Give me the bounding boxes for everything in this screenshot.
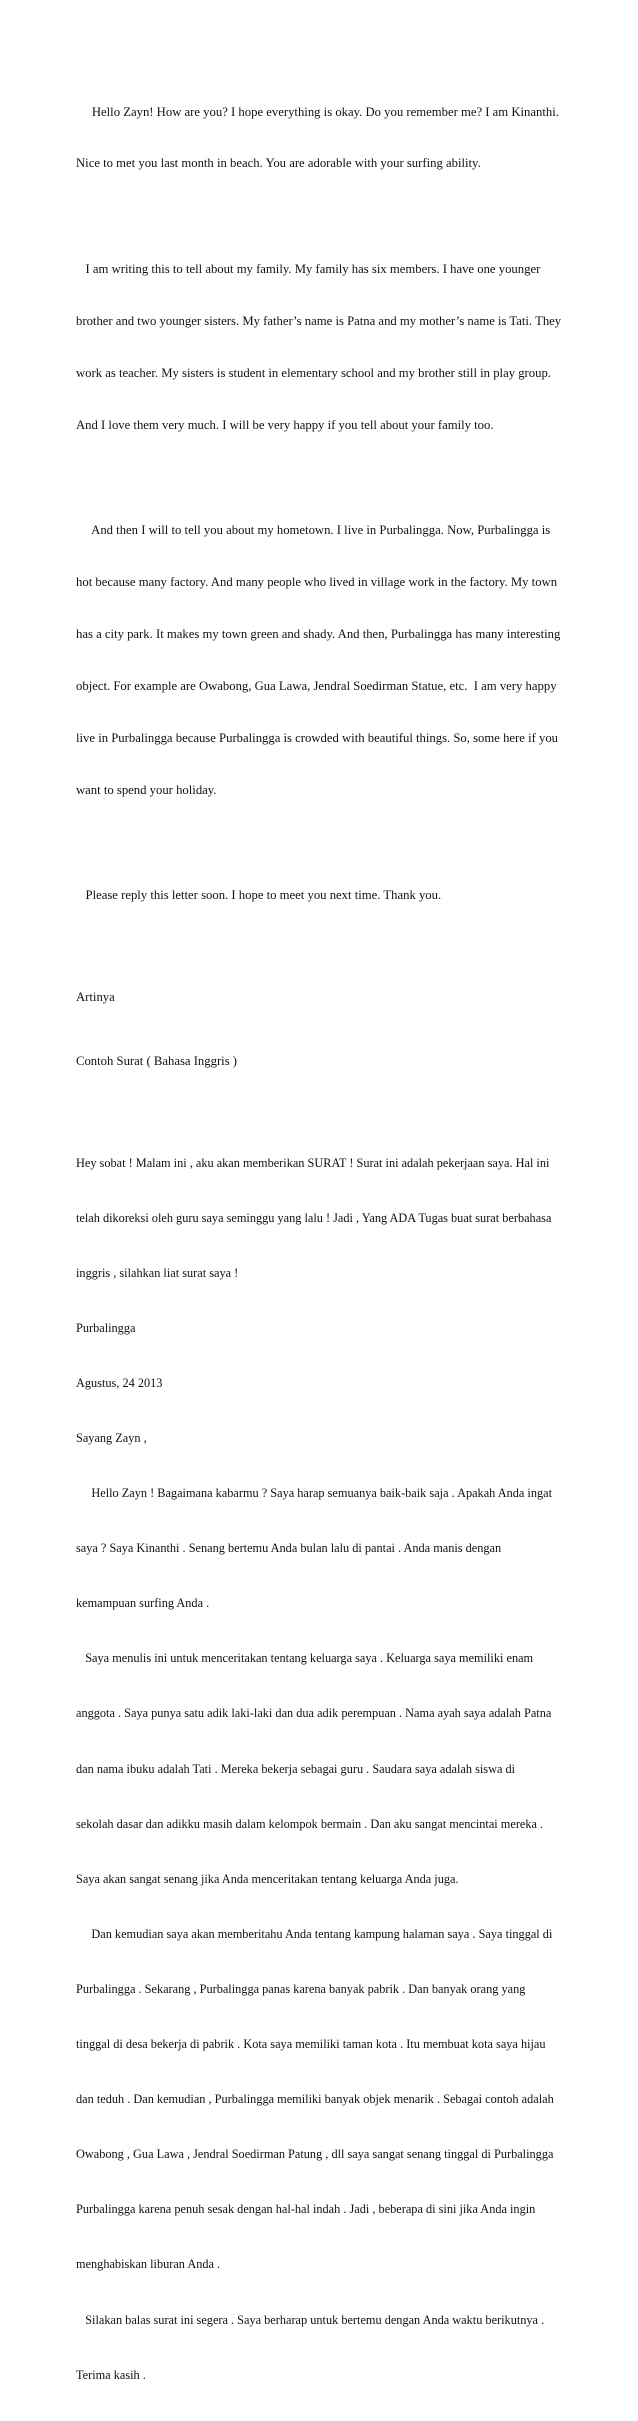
contoh-surat-heading: Contoh Surat ( Bahasa Inggris ) <box>76 1054 238 1069</box>
text-line: And I love them very much. I will be very happy if you tell about your family too. <box>76 417 494 432</box>
text-line: Hello Zayn! How are you? I hope everything is okay. Do you remember me? I am Kinanthi. <box>76 104 559 119</box>
text-line: And then I will to tell you about my hometown. I live in Purbalingga. Now, Purbalingga is <box>76 523 551 538</box>
text-line: Agustus, 24 2013 <box>76 1375 163 1390</box>
text-line: Dan kemudian saya akan memberitahu Anda tentang kampung halaman saya . Saya tinggal di <box>76 1926 553 1941</box>
text-line: brother and two younger sisters. My father’s name is Patna and my mother’s name is Tati. They <box>76 313 562 328</box>
text-line: Owabong , Gua Lawa , Jendral Soedirman Patung , dll saya sangat senang tinggal di Purbalingga <box>76 2147 554 2162</box>
text-line: sekolah dasar dan adikku masih dalam kelompok bermain . Dan aku sangat mencintai mereka . <box>76 1816 544 1831</box>
text-line: saya ? Saya Kinanthi . Senang bertemu Anda bulan lalu di pantai . Anda manis dengan <box>76 1541 502 1556</box>
artinya-label: Artinya <box>76 989 115 1004</box>
text-line: has a city park. It makes my town green and shady. And then, Purbalingga has many interesting <box>76 626 561 641</box>
text-line: Hey sobat ! Malam ini , aku akan memberikan SURAT ! Surat ini adalah pekerjaan saya. Hal ini <box>76 1155 550 1170</box>
text-line: telah dikoreksi oleh guru saya seminggu yang lalu ! Jadi , Yang ADA Tugas buat surat berbahasa <box>76 1210 552 1225</box>
text-line: I am writing this to tell about my family. My family has six members. I have one younger <box>76 261 541 276</box>
text-line: tinggal di desa bekerja di pabrik . Kota saya memiliki taman kota . Itu membuat kota saya hijau <box>76 2037 546 2052</box>
letter-paragraph-greeting <box>76 69 576 207</box>
letter-paragraph-hometown <box>76 488 576 834</box>
text-line: object. For example are Owabong, Gua Lawa, Jendral Soedirman Statue, etc. I am very happy <box>76 678 557 693</box>
text-line: Please reply this letter soon. I hope to meet you next time. Thank you. <box>76 888 442 903</box>
text-line: live in Purbalingga because Purbalingga is crowded with beautiful things. So, some here if you <box>76 730 559 745</box>
text-line: Nice to met you last month in beach. You are adorable with your surfing ability. <box>76 156 481 171</box>
translation-body <box>76 1118 576 2421</box>
text-line: hot because many factory. And many people who lived in village work in the factory. My town <box>76 575 558 590</box>
text-line: Hello Zayn ! Bagaimana kabarmu ? Saya harap semuanya baik-baik saja . Apakah Anda ingat <box>76 1486 552 1501</box>
text-line: kemampuan surfing Anda . <box>76 1596 210 1611</box>
text-line: Saya akan sangat senang jika Anda menceritakan tentang keluarga Anda juga. <box>76 1871 459 1886</box>
text-line: Purbalingga . Sekarang , Purbalingga panas karena banyak pabrik . Dan banyak orang yang <box>76 1981 526 1996</box>
text-line: Saya menulis ini untuk menceritakan tentang keluarga saya . Keluarga saya memiliki enam <box>76 1651 534 1666</box>
text-line: menghabiskan liburan Anda . <box>76 2257 221 2272</box>
text-line: dan teduh . Dan kemudian , Purbalingga memiliki banyak objek menarik . Sebagai contoh adalah <box>76 2092 554 2107</box>
text-line: Silakan balas surat ini segera . Saya berharap untuk bertemu dengan Anda waktu berikutnya . <box>76 2312 545 2327</box>
text-line: anggota . Saya punya satu adik laki-laki dan dua adik perempuan . Nama ayah saya adalah Patna <box>76 1706 552 1721</box>
document-page <box>76 69 576 2421</box>
text-line: want to spend your holiday. <box>76 782 217 797</box>
text-line: Purbalingga <box>76 1320 136 1335</box>
text-line: dan nama ibuku adalah Tati . Mereka bekerja sebagai guru . Saudara saya adalah siswa di <box>76 1761 516 1776</box>
text-line: Sayang Zayn , <box>76 1431 147 1446</box>
letter-paragraph-closing <box>76 852 576 938</box>
text-line: inggris , silahkan liat surat saya ! <box>76 1265 239 1280</box>
text-line: work as teacher. My sisters is student in elementary school and my brother still in play group. <box>76 365 551 380</box>
text-line: Terima kasih . <box>76 2367 146 2382</box>
letter-paragraph-family <box>76 226 576 468</box>
text-line: Purbalingga karena penuh sesak dengan hal-hal indah . Jadi , beberapa di sini jika Anda ingin <box>76 2202 536 2217</box>
